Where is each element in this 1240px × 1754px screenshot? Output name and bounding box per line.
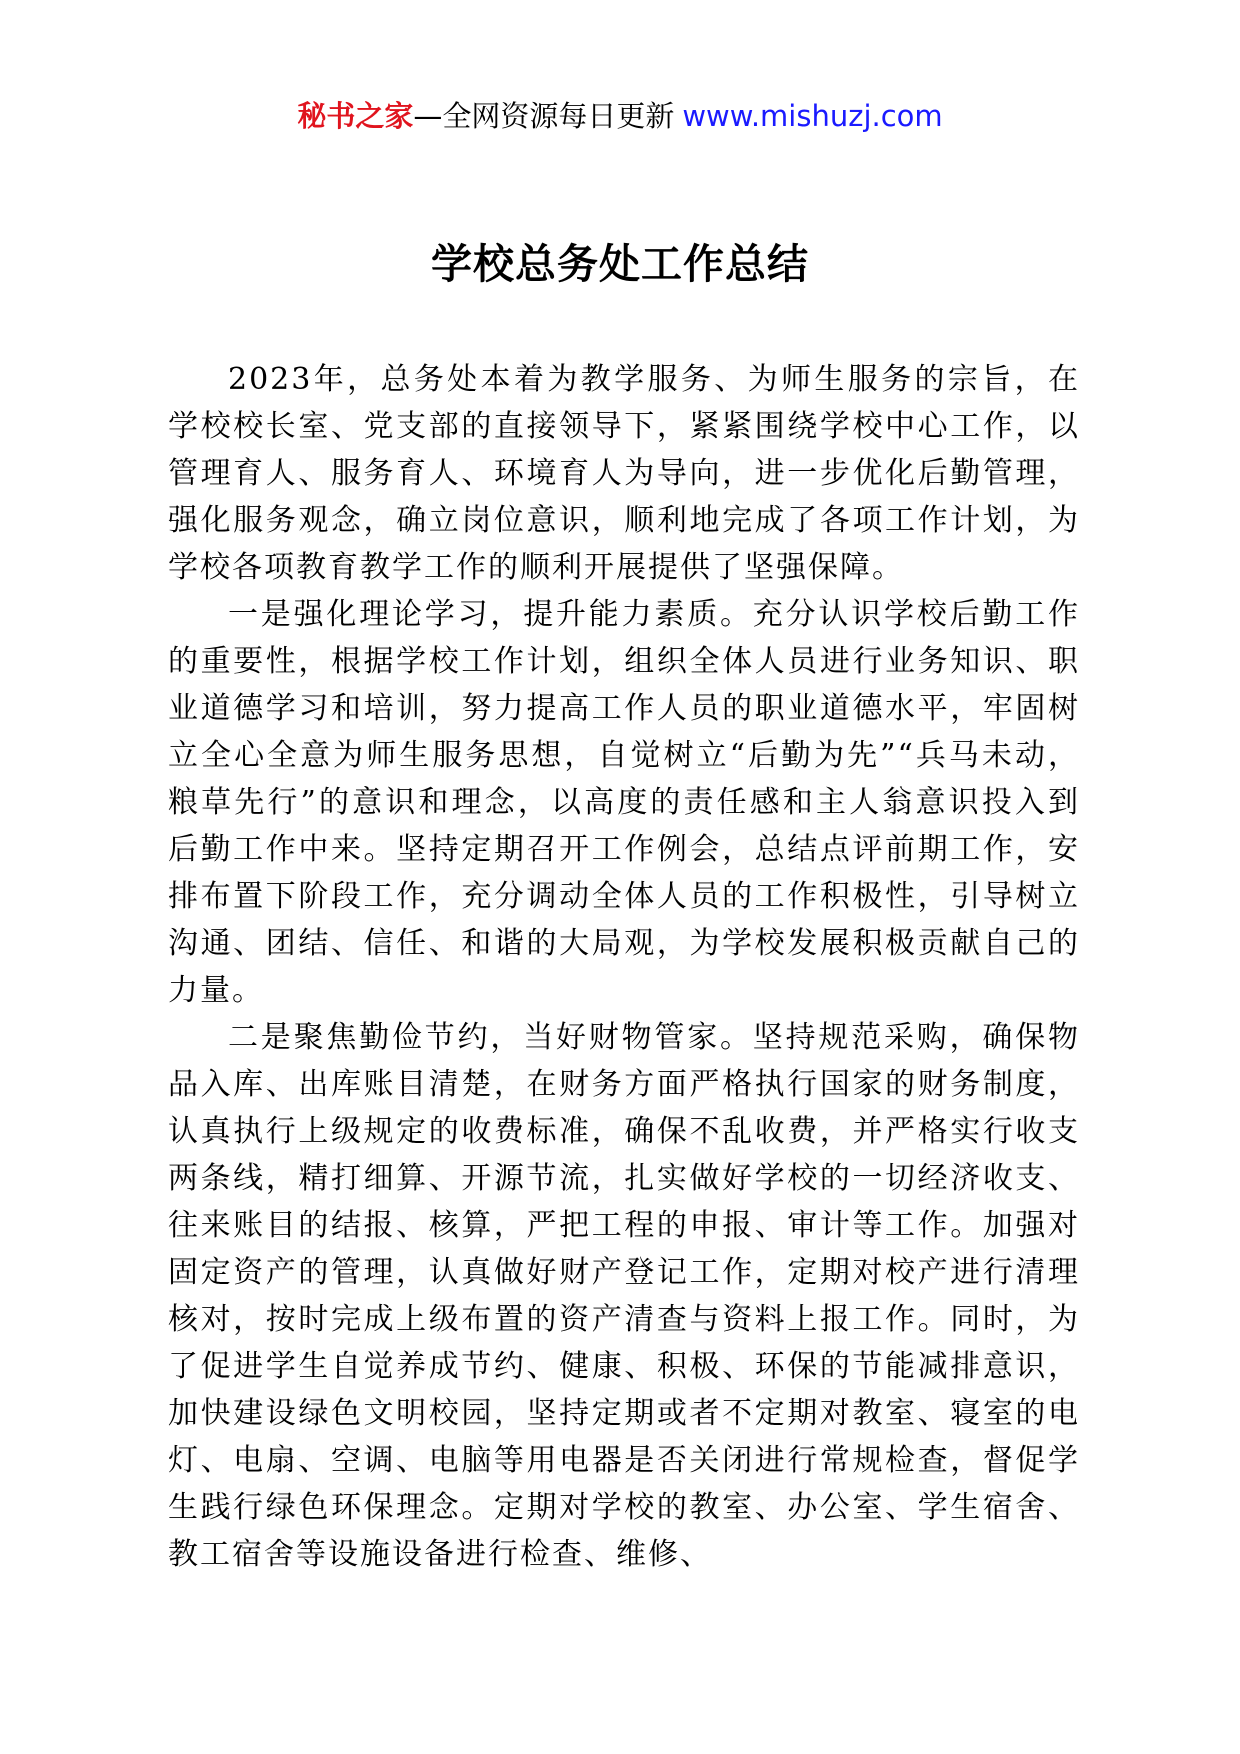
document-body: [168, 356, 1080, 1578]
paragraph-section-two: 二是聚焦勤俭节约，当好财物管家。坚持规范采购，确保物品入库、出库账目清楚，在财务方面严格执行国家的财务制度，认真执行上级规定的收费标准，确保不乱收费，并严格实行收支两条线，精打细算、开源节流，扎实做好学校的一切经济收支、往来账目的结报、核算，严把工程的申报、审计等工作。加强对固定资产的管理，认真做好财产登记工作，定期对校产进行清理核对，按时完成上级布置的资产清查与资料上报工作。同时，为了促进学生自觉养成节约、健康、积极、环保的节能减排意识，加快建设绿色文明校园，坚持定期或者不定期对教室、寝室的电灯、电扇、空调、电脑等用电器是否关闭进行常规检查，督促学生践行绿色环保理念。定期对学校的教室、办公室、学生宿舍、教工宿舍等设施设备进行检查、维修、: [168, 1020, 1080, 1572]
document-title: 学校总务处工作总结: [431, 240, 809, 288]
site-brand-name: 秘书之家: [297, 99, 414, 133]
paragraph-intro: 2023年，总务处本着为教学服务、为师生服务的宗旨，在学校校长室、党支部的直接领导下，紧紧围绕学校中心工作，以管理育人、服务育人、环境育人为导向，进一步优化后勤管理，强化服务观念，确立岗位意识，顺利地完成了各项工作计划，为学校各项教育教学工作的顺利开展提供了坚强保障。: [168, 362, 1080, 585]
site-url-link[interactable]: www.mishuzj.com: [682, 99, 943, 133]
site-tagline: —全网资源每日更新: [413, 99, 675, 133]
paragraph-section-one: 一是强化理论学习，提升能力素质。充分认识学校后勤工作的重要性，根据学校工作计划，组织全体人员进行业务知识、职业道德学习和培训，努力提高工作人员的职业道德水平，牢固树立全心全意为师生服务思想，自觉树立“后勤为先”“兵马未动，粮草先行”的意识和理念，以高度的责任感和主人翁意识投入到后勤工作中来。坚持定期召开工作例会，总结点评前期工作，安排布置下阶段工作，充分调动全体人员的工作积极性，引导树立沟通、团结、信任、和谐的大局观，为学校发展积极贡献自己的力量。: [168, 597, 1080, 1008]
site-header-banner: [0, 96, 1240, 136]
